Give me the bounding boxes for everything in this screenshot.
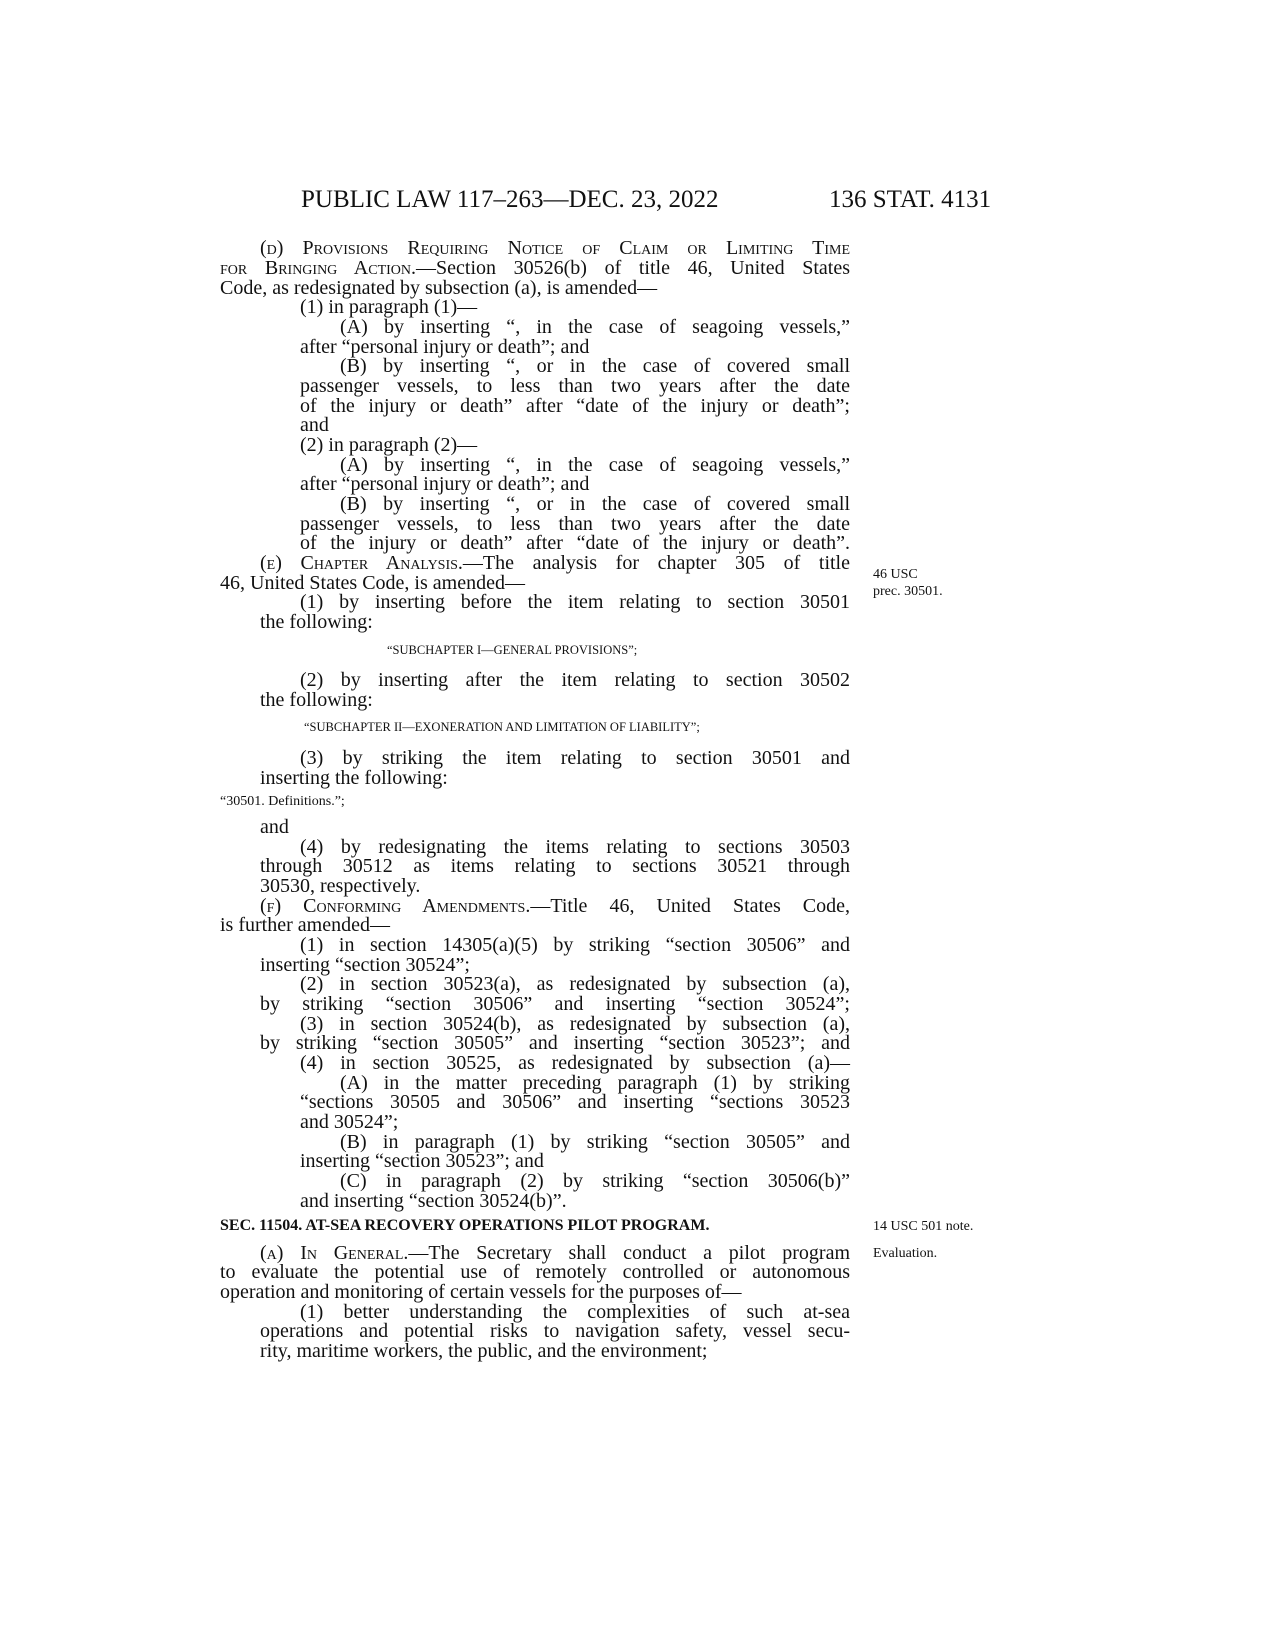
subsection-a-heading: (a) In General.—The Secretary shall conduct a pilot program bbox=[260, 1242, 850, 1264]
text-line: operations and potential risks to navigation safety, vessel secu- bbox=[260, 1320, 850, 1342]
paragraph-d2: (2) in paragraph (2)— bbox=[300, 434, 478, 456]
subsection-e-heading: (e) Chapter Analysis.—The analysis for chapter 305 of title bbox=[260, 552, 850, 574]
text-line: (1) better understanding the complexities of such at-sea bbox=[300, 1301, 850, 1323]
text-line: (2) in section 30523(a), as redesignated by subsection (a), bbox=[300, 973, 850, 995]
text-line: 46, United States Code, is amended— bbox=[220, 572, 525, 594]
text-line: operation and monitoring of certain vessels for the purposes of— bbox=[220, 1281, 742, 1303]
text-line: (B) in paragraph (1) by striking “section 30505” and bbox=[340, 1131, 850, 1153]
text-line: and bbox=[300, 414, 329, 436]
text-line: of the injury or death” after “date of the injury or death”. bbox=[300, 532, 850, 554]
text-line: (2) by inserting after the item relating to section 30502 bbox=[300, 669, 850, 691]
section-heading: SEC. 11504. AT-SEA RECOVERY OPERATIONS PILOT PROGRAM. bbox=[220, 1217, 710, 1234]
text-line: to evaluate the potential use of remotely controlled or autonomous bbox=[220, 1261, 850, 1283]
text-line: inserting “section 30524”; bbox=[260, 954, 470, 976]
text-line: “sections 30505 and 30506” and inserting “sections 30523 bbox=[300, 1091, 850, 1113]
text-line: 30530, respectively. bbox=[260, 875, 421, 897]
text-line: by striking “section 30505” and inserting “section 30523”; and bbox=[260, 1032, 850, 1054]
text-line: the following: bbox=[260, 611, 373, 633]
paragraph-d1: (1) in paragraph (1)— bbox=[300, 296, 478, 318]
text-line: passenger vessels, to less than two years after the date bbox=[300, 375, 850, 397]
text-line: after “personal injury or death”; and bbox=[300, 473, 590, 495]
text-line: for Bringing Action.—Section 30526(b) of title 46, United States bbox=[220, 257, 851, 279]
text-line: inserting “section 30523”; and bbox=[300, 1150, 544, 1172]
text-line: and inserting “section 30524(b)”. bbox=[300, 1190, 567, 1212]
text-line: inserting the following: bbox=[260, 767, 448, 789]
text-line: (A) by inserting “, in the case of seagoing vessels,” bbox=[340, 316, 850, 338]
margin-note-14-usc: 14 USC 501 note. bbox=[873, 1219, 974, 1234]
text-line: is further amended— bbox=[220, 914, 390, 936]
margin-note-line: 46 USC bbox=[873, 567, 918, 582]
margin-note-46-usc bbox=[873, 566, 943, 600]
quoted-item: “30501. Definitions.”; bbox=[220, 794, 345, 809]
text-line: passenger vessels, to less than two years after the date bbox=[300, 513, 850, 535]
text-line: (A) in the matter preceding paragraph (1) by striking bbox=[340, 1072, 850, 1094]
text-line: (3) in section 30524(b), as redesignated by subsection (a), bbox=[300, 1013, 850, 1035]
text-line: (1) by inserting before the item relating to section 30501 bbox=[300, 591, 850, 613]
stat-page-number: 136 STAT. 4131 bbox=[829, 186, 992, 213]
text-line: of the injury or death” after “date of the injury or death”; bbox=[300, 395, 850, 417]
quoted-heading: “SUBCHAPTER II—EXONERATION AND LIMITATION OF LIABILITY”; bbox=[304, 720, 700, 734]
text-line: rity, maritime workers, the public, and the environment; bbox=[260, 1340, 708, 1362]
text-line: (4) by redesignating the items relating to sections 30503 bbox=[300, 836, 850, 858]
quoted-heading: “SUBCHAPTER I—GENERAL PROVISIONS”; bbox=[387, 643, 638, 657]
text-line: and bbox=[260, 816, 289, 838]
text-line: (3) by striking the item relating to section 30501 and bbox=[300, 747, 850, 769]
text-line: (B) by inserting “, or in the case of covered small bbox=[340, 493, 850, 515]
text-line: after “personal injury or death”; and bbox=[300, 336, 590, 358]
margin-note-evaluation: Evaluation. bbox=[873, 1246, 938, 1261]
margin-note-line: prec. 30501. bbox=[873, 584, 943, 599]
running-title: PUBLIC LAW 117–263—DEC. 23, 2022 bbox=[301, 186, 719, 213]
subsection-f-heading: (f) Conforming Amendments.—Title 46, United States Code, bbox=[260, 895, 851, 917]
page-body bbox=[220, 237, 860, 1362]
text-line: (B) by inserting “, or in the case of covered small bbox=[340, 355, 850, 377]
subsection-d-heading: (d) Provisions Requiring Notice of Claim or Limiting Time bbox=[260, 237, 850, 259]
text-line: and 30524”; bbox=[300, 1111, 399, 1133]
text-line: (C) in paragraph (2) by striking “section 30506(b)” bbox=[340, 1170, 850, 1192]
text-line: Code, as redesignated by subsection (a), is amended— bbox=[220, 277, 658, 299]
text-line: the following: bbox=[260, 689, 373, 711]
text-line: through 30512 as items relating to sections 30521 through bbox=[260, 855, 850, 877]
text-line: (1) in section 14305(a)(5) by striking “section 30506” and bbox=[300, 934, 850, 956]
text-line: (4) in section 30525, as redesignated by subsection (a)— bbox=[300, 1052, 850, 1074]
text-line: (A) by inserting “, in the case of seagoing vessels,” bbox=[340, 454, 850, 476]
text-line: by striking “section 30506” and inserting “section 30524”; bbox=[260, 993, 850, 1015]
